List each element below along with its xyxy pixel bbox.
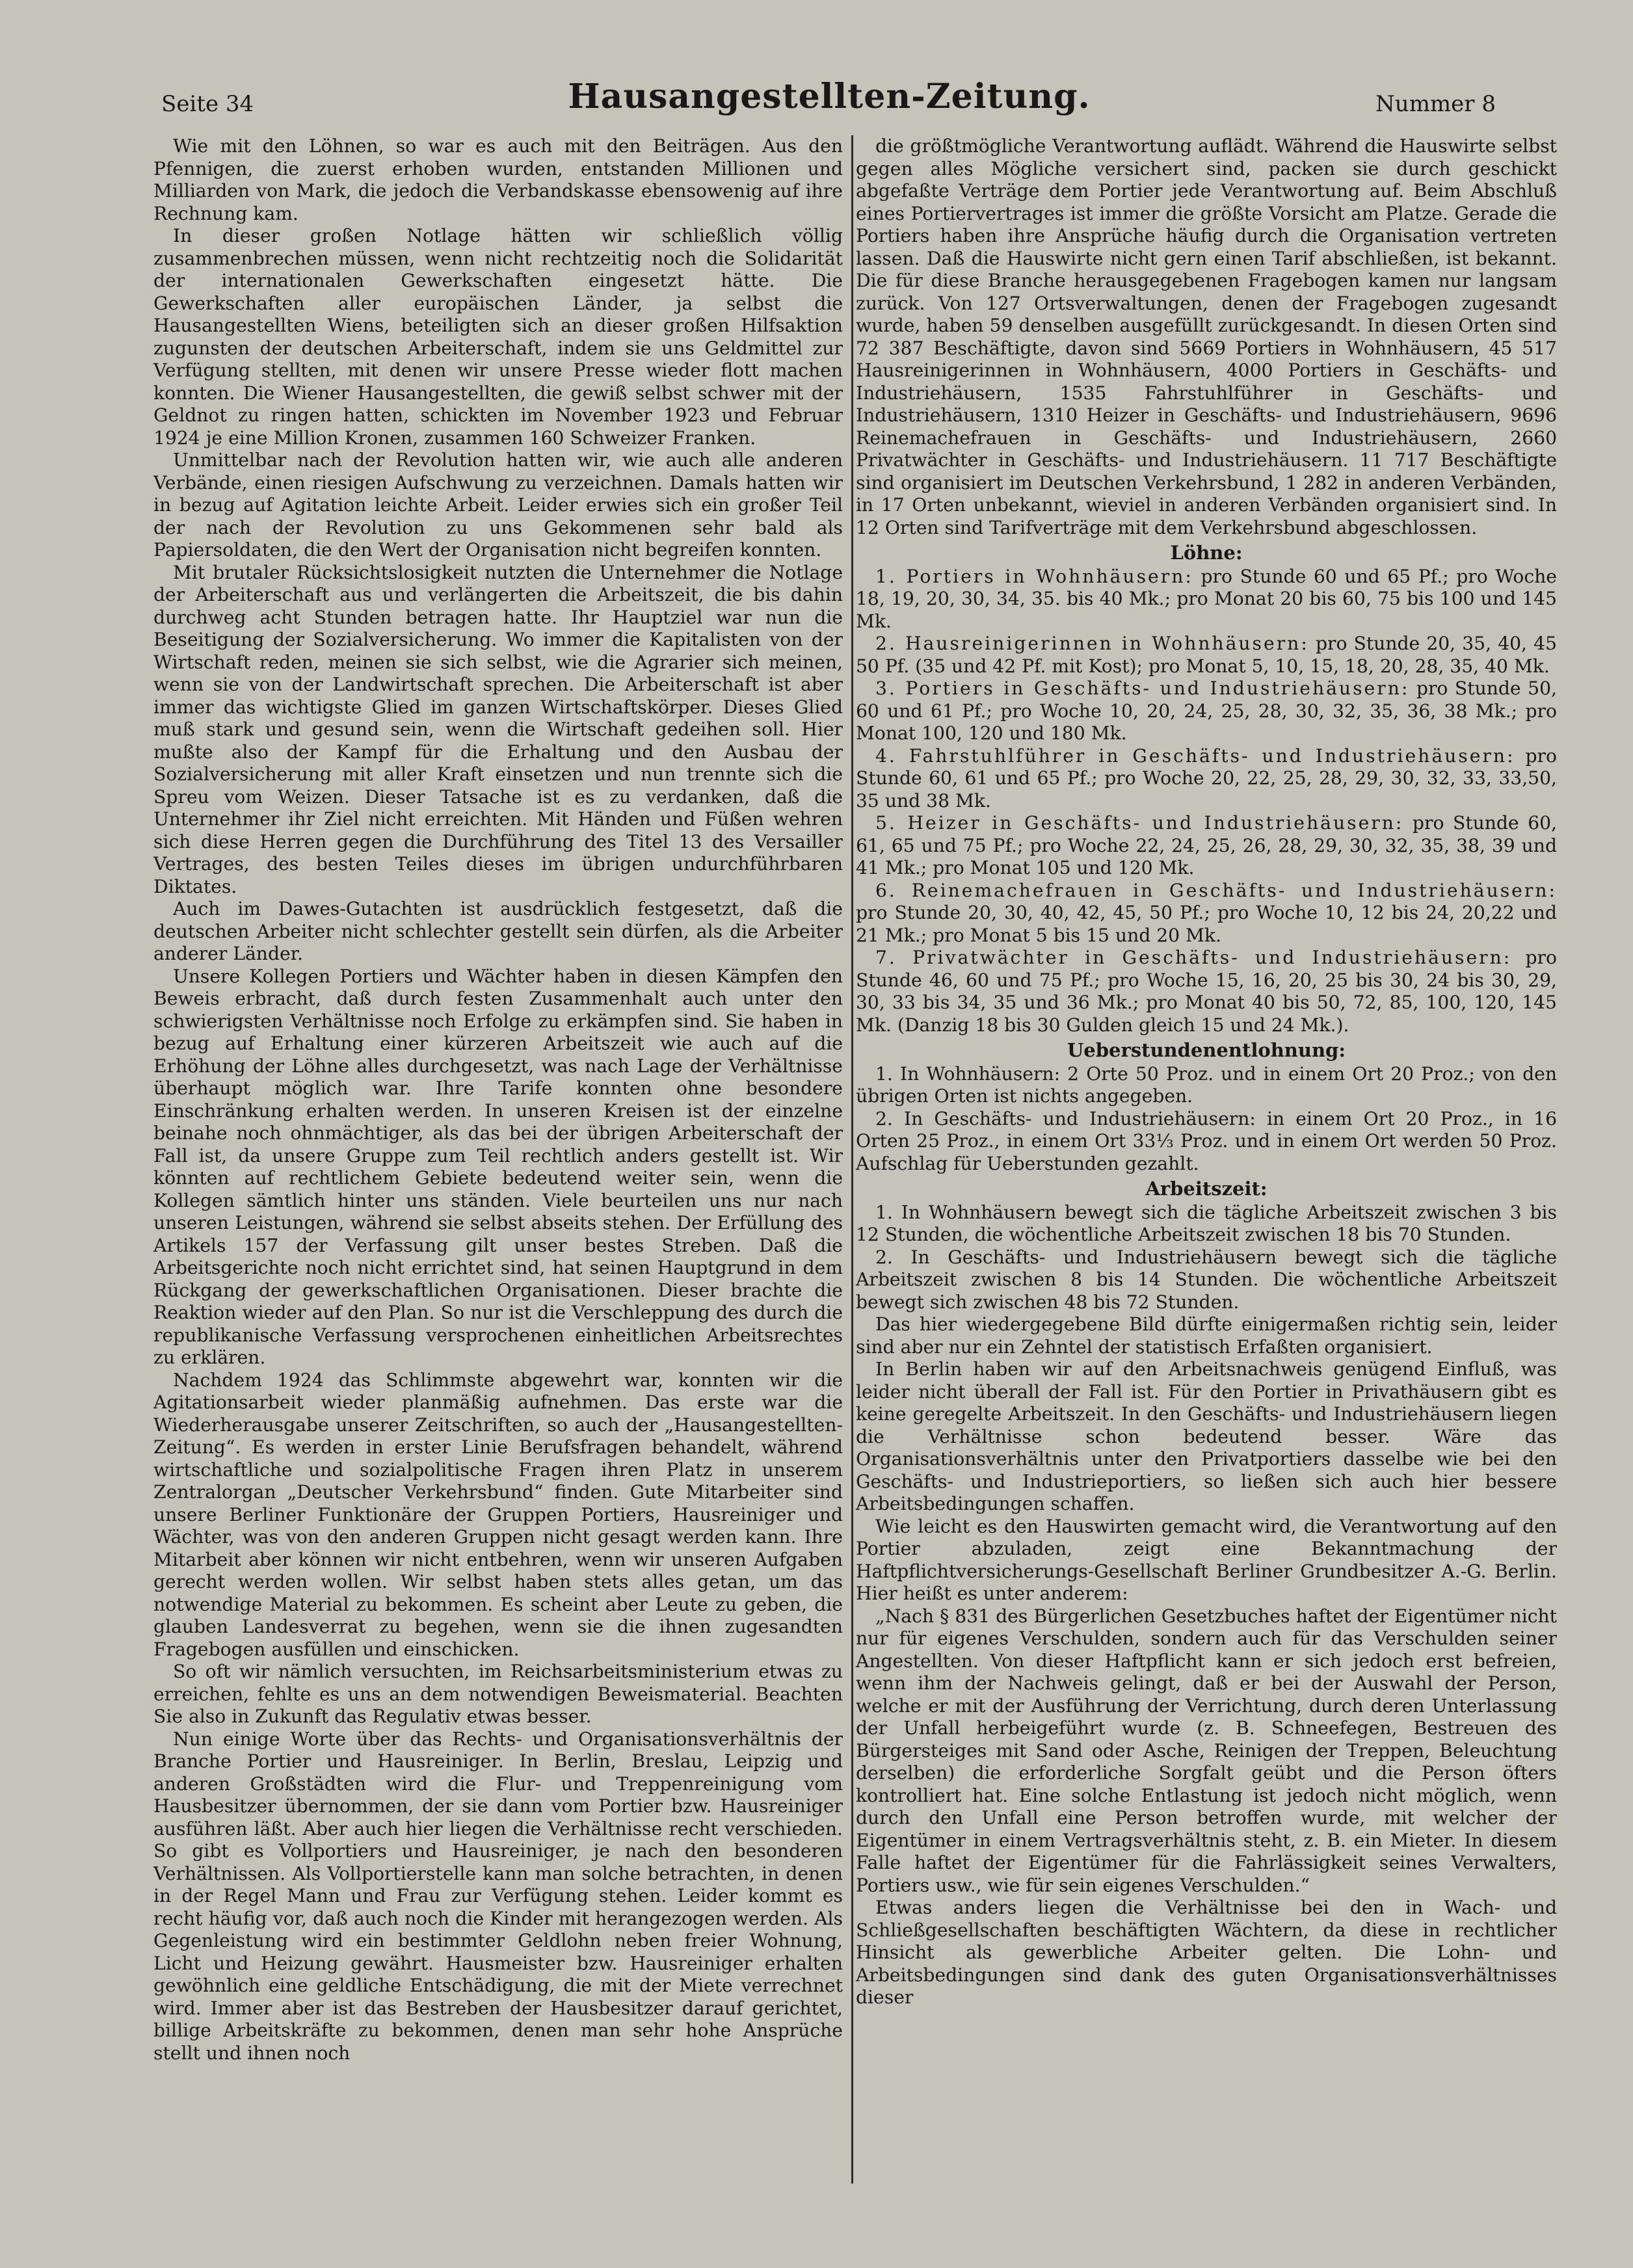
wage-item-body: pro Stunde 20, 35, 40, 45 50 Pf. (35 und 42 Pf. mit Kost); pro Monat 5, 10, 15, 18, 20, 28, 35, 40 Mk.	[856, 633, 1557, 677]
column-divider	[851, 135, 853, 2183]
wage-item	[856, 947, 1557, 1036]
wage-item-head: 2. Hausreinigerinnen in Wohnhäusern:	[875, 633, 1309, 654]
left-column	[153, 135, 843, 2064]
paragraph: In Berlin haben wir auf den Arbeitsnachweis genügend Einfluß, was leider nicht überall der Fall ist. Für den Portier in Privathäusern gibt es keine geregelte Arbeitszeit. In den Geschäfts- und Industriehäusern liegen die Verhältnisse schon bedeutend besser. Wäre das Organisationsverhältnis unter den Privatportiers dasselbe wie bei den Geschäfts- und Industrieportiers, so ließen sich auch hier bessere Arbeitsbedingungen schaffen.	[856, 1358, 1557, 1514]
right-column	[856, 135, 1557, 2009]
wage-item-body: pro Stunde 60, 61, 65 und 75 Pf.; pro Woche 22, 24, 25, 26, 28, 29, 30, 32, 35, 38, 39 und 41 Mk.; pro Monat 105 und 120 Mk.	[856, 812, 1557, 878]
wage-item	[856, 566, 1557, 633]
paragraph: Das hier wiedergegebene Bild dürfte einigermaßen richtig sein, leider sind aber nur ein Zehntel der statistisch Erfaßten organisiert.	[856, 1313, 1557, 1358]
paragraph: Wie mit den Löhnen, so war es auch mit den Beiträgen. Aus den Pfennigen, die zuerst erhoben wurden, entstanden Millionen und Milliarden von Mark, die jedoch die Verbandskasse ebensowenig auf ihre Rechnung kam.	[153, 135, 843, 224]
paragraph: Unmittelbar nach der Revolution hatten wir, wie auch alle anderen Verbände, einen riesigen Aufschwung zu verzeichnen. Damals hatten wir in bezug auf Agitation leichte Arbeit. Leider erwies sich ein großer Teil der nach der Revolution zu uns Gekommenen sehr bald als Papiersoldaten, die den Wert der Organisation nicht begreifen konnten.	[153, 449, 843, 560]
paragraph: Nachdem 1924 das Schlimmste abgewehrt war, konnten wir die Agitationsarbeit wieder planmäßig aufnehmen. Das erste war die Wiederherausgabe unserer Zeitschriften, so auch der „Hausangestellten-Zeitung“. Es werden in erster Linie Berufsfragen behandelt, während wirtschaftliche und sozialpolitische Fragen ihren Platz in unserem Zentralorgan „Deutscher Verkehrsbund“ finden. Gute Mitarbeiter sind unsere Berliner Funktionäre der Gruppen Portiers, Hausreiniger und Wächter, was von den anderen Gruppen nicht gesagt werden kann. Ihre Mitarbeit aber können wir nicht entbehren, wenn wir unseren Aufgaben gerecht werden wollen. Wir selbst haben stets alles getan, um das notwendige Material zu bekommen. Es scheint aber Leute zu geben, die glauben Landesverrat zu begehen, wenn sie die ihnen zugesandten Fragebogen ausfüllen und einschicken.	[153, 1369, 843, 1660]
wage-item-body: pro Stunde 50, 60 und 61 Pf.; pro Woche 10, 20, 24, 25, 28, 30, 32, 35, 36, 38 Mk.; pro Monat 100, 120 und 180 Mk.	[856, 678, 1557, 744]
wage-item-head: 1. Portiers in Wohnhäusern:	[875, 565, 1193, 587]
paragraph: Unsere Kollegen Portiers und Wächter haben in diesen Kämpfen den Beweis erbracht, daß durch festen Zusammenhalt auch unter den schwierigsten Verhältnisse noch Erfolge zu erkämpfen sind. Sie haben in bezug auf Erhaltung einer kürzeren Arbeitszeit wie auch auf die Erhöhung der Löhne alles durchgesetzt, was nach Lage der Verhältnisse überhaupt möglich war. Ihre Tarife konnten ohne besondere Einschränkung erhalten werden. In unseren Kreisen ist der einzelne beinahe noch ohnmächtiger, als das bei der übrigen Arbeiterschaft der Fall ist, da unsere Gruppe zum Teil rechtlich anders gestellt ist. Wir könnten auf rechtlichem Gebiete bedeutend weiter sein, wenn die Kollegen sämtlich hinter uns ständen. Viele beurteilen uns nur nach unseren Leistungen, während sie selbst abseits stehen. Der Erfüllung des Artikels 157 der Verfassung gilt unser bestes Streben. Daß die Arbeitsgerichte noch nicht errichtet sind, hat seinen Hauptgrund in dem Rückgang der gewerkschaftlichen Organisationen. Dieser brachte die Reaktion wieder auf den Plan. So nur ist die Verschleppung des durch die republikanische Verfassung versprochenen einheitlichen Arbeitsrechtes zu erklären.	[153, 965, 843, 1368]
paragraph: Auch im Dawes-Gutachten ist ausdrücklich festgesetzt, daß die deutschen Arbeiter nicht schlechter gestellt sein dürfen, als die Arbeiter anderer Länder.	[153, 898, 843, 964]
section-heading-loehne: Löhne:	[1170, 542, 1243, 564]
page-header	[150, 77, 1509, 129]
legal-quote: „Nach § 831 des Bürgerlichen Gesetzbuches haftet der Eigentümer nicht nur für eigenes Verschulden, sondern auch für das Verschulden seiner Angestellten. Von dieser Haftpflicht kann er sich jedoch erst befreien, wenn ihm der Nachweis gelingt, daß er bei der Auswahl der Person, welche er mit der Ausführung der Verrichtung, durch deren Unterlassung der Unfall herbeigeführt wurde (z. B. Schneefegen, Bestreuen des Bürgersteiges mit Sand oder Asche, Reinigen der Treppen, Beleuchtung derselben) die erforderliche Sorgfalt geübt und die Person öfters kontrolliert hat. Eine solche Entlastung ist jedoch nicht möglich, wenn durch den Unfall eine Person betroffen wurde, mit welcher der Eigentümer in einem Vertragsverhältnis steht, z. B. ein Mieter. In diesem Falle haftet der Eigentümer für die Fahrlässigkeit seines Verwalters, Portiers usw., wie für sein eigenes Verschulden.“	[856, 1605, 1557, 1896]
wage-item	[856, 880, 1557, 947]
wage-item	[856, 633, 1557, 678]
paragraph: Etwas anders liegen die Verhältnisse bei den in Wach- und Schließgesellschaften beschäftigten Wächtern, da diese in rechtlicher Hinsicht als gewerbliche Arbeiter gelten. Die Lohn- und Arbeitsbedingungen sind dank des guten Organisationsverhältnisses dieser	[856, 1897, 1557, 2008]
wage-item-head: 4. Fahrstuhlführer in Geschäfts- und Industriehäusern:	[875, 745, 1515, 767]
paragraph: So oft wir nämlich versuchten, im Reichsarbeitsministerium etwas zu erreichen, fehlte es uns an dem notwendigen Beweismaterial. Beachten Sie also in Zukunft das Regulativ etwas besser.	[153, 1661, 843, 1727]
hours-item: 2. In Geschäfts- und Industriehäusern bewegt sich die tägliche Arbeitszeit zwischen 8 bis 14 Stunden. Die wöchentliche Arbeitszeit bewegt sich zwischen 48 bis 72 Stunden.	[856, 1246, 1557, 1313]
hours-item: 1. In Wohnhäusern bewegt sich die tägliche Arbeitszeit zwischen 3 bis 12 Stunden, die wöchentliche Arbeitszeit zwischen 18 bis 70 Stunden.	[856, 1201, 1557, 1245]
section-heading-ueberstunden: Ueberstundenentlohnung:	[1067, 1039, 1346, 1061]
wage-item	[856, 678, 1557, 745]
wage-item-head: 6. Reinemachefrauen in Geschäfts- und Industriehäusern:	[875, 879, 1557, 901]
overtime-item: 1. In Wohnhäusern: 2 Orte 50 Proz. und in einem Ort 20 Proz.; von den übrigen Orten ist nichts angegeben.	[856, 1062, 1557, 1107]
wage-item-head: 7. Privatwächter in Geschäfts- und Industriehäusern:	[875, 947, 1512, 968]
wage-item-head: 3. Portiers in Geschäfts- und Industriehäusern:	[875, 678, 1410, 699]
paragraph: Wie leicht es den Hauswirten gemacht wird, die Verantwortung auf den Portier abzuladen, zeigt eine Bekanntmachung der Haftpflichtversicherungs-Gesellschaft Berliner Grundbesitzer A.-G. Berlin. Hier heißt es unter anderem:	[856, 1515, 1557, 1604]
wage-item-body: pro Stunde 60, 61 und 65 Pf.; pro Woche 20, 22, 25, 28, 29, 30, 32, 33, 33,50, 35 und 38 Mk.	[856, 745, 1557, 811]
paragraph: Nun einige Worte über das Rechts- und Organisationsverhältnis der Branche Portier und Hausreiniger. In Berlin, Breslau, Leipzig und anderen Großstädten wird die Flur- und Treppenreinigung vom Hausbesitzer übernommen, der sie dann vom Portier bzw. Hausreiniger ausführen läßt. Aber auch hier liegen die Verhältnisse recht verschieden. So gibt es Vollportiers und Hausreiniger, je nach den besonderen Verhältnissen. Als Vollportierstelle kann man solche betrachten, in denen in der Regel Mann und Frau zur Verfügung stehen. Leider kommt es recht häufig vor, daß auch noch die Kinder mit herangezogen werden. Als Gegenleistung wird ein bestimmter Geldlohn neben freier Wohnung, Licht und Heizung gewährt. Hausmeister bzw. Hausreiniger erhalten gewöhnlich eine geldliche Entschädigung, die mit der Miete verrechnet wird. Immer aber ist das Bestreben der Hausbesitzer darauf gerichtet, billige Arbeitskräfte zu bekommen, denen man sehr hohe Ansprüche stellt und ihnen noch	[153, 1728, 843, 2064]
wage-item-head: 5. Heizer in Geschäfts- und Industriehäusern:	[875, 812, 1404, 834]
paragraph: In dieser großen Notlage hätten wir schließlich völlig zusammenbrechen müssen, wenn nicht rechtzeitig noch die Solidarität der internationalen Gewerkschaften eingesetzt hätte. Die Gewerkschaften aller europäischen Länder, ja selbst die Hausangestellten Wiens, beteiligten sich an dieser großen Hilfsaktion zugunsten der deutschen Arbeiterschaft, indem sie uns Geldmittel zur Verfügung stellten, mit denen wir unsere Presse wieder flott machen konnten. Die Wiener Hausangestellten, die gewiß selbst schwer mit der Geldnot zu ringen hatten, schickten im November 1923 und Februar 1924 je eine Million Kronen, zusammen 160 Schweizer Franken.	[153, 225, 843, 449]
wage-item	[856, 745, 1557, 813]
wage-item-body: pro Stunde 20, 30, 40, 42, 45, 50 Pf.; pro Woche 10, 12 bis 24, 20,22 und 21 Mk.; pro Monat 5 bis 15 und 20 Mk.	[856, 902, 1557, 946]
paragraph: Mit brutaler Rücksichtslosigkeit nutzten die Unternehmer die Notlage der Arbeiterschaft aus und verlängerten die Arbeitszeit, die bis dahin durchweg acht Stunden betragen hatte. Ihr Hauptziel war nun die Beseitigung der Sozialversicherung. Wo immer die Kapitalisten von der Wirtschaft reden, meinen sie sich selbst, wie die Agrarier sich meinen, wenn sie von der Landwirtschaft sprechen. Die Arbeiterschaft ist aber immer das wichtigste Glied im ganzen Wirtschaftskörper. Dieses Glied muß stark und gesund sein, wenn die Wirtschaft gedeihen soll. Hier mußte also der Kampf für die Erhaltung und den Ausbau der Sozialversicherung mit aller Kraft einsetzen und nun trennte sich die Spreu vom Weizen. Dieser Tatsache ist es zu verdanken, daß die Unternehmer ihr Ziel nicht erreichten. Mit Händen und Füßen wehren sich diese Herren gegen die Durchführung des Titel 13 des Versailler Vertrages, des besten Teiles dieses im übrigen undurchführbaren Diktates.	[153, 561, 843, 897]
section-heading-arbeitszeit: Arbeitszeit:	[1145, 1178, 1268, 1200]
page-number: Seite 34	[161, 91, 254, 117]
newspaper-title: Hausangestellten-Zeitung.	[568, 77, 1091, 116]
wage-item-body: pro Stunde 60 und 65 Pf.; pro Woche 18, 19, 20, 30, 34, 35. bis 40 Mk.; pro Monat 20 bis 60, 75 bis 100 und 145 Mk.	[856, 565, 1557, 632]
paragraph: die größtmögliche Verantwortung auflädt. Während die Hauswirte selbst gegen alles Mögliche versichert sind, packen sie durch geschickt abgefaßte Verträge dem Portier jede Verantwortung auf. Beim Abschluß eines Portiervertrages ist immer die größte Vorsicht am Platze. Gerade die Portiers haben ihre Ansprüche häufig durch die Organisation vertreten lassen. Daß die Hauswirte nicht gern einen Tarif abschließen, ist bekannt. Die für diese Branche herausgegebenen Fragebogen kamen nur langsam zurück. Von 127 Ortsverwaltungen, denen der Fragebogen zugesandt wurde, haben 59 denselben ausgefüllt zurückgesandt. In diesen Orten sind 72 387 Beschäftigte, davon sind 5669 Portiers in Wohnhäusern, 45 517 Hausreinigerinnen in Wohnhäusern, 4000 Portiers in Geschäfts- und Industriehäusern, 1535 Fahrstuhlführer in Geschäfts- und Industriehäusern, 1310 Heizer in Geschäfts- und Industriehäusern, 9696 Reinemachefrauen in Geschäfts- und Industriehäusern, 2660 Privatwächter in Geschäfts- und Industriehäusern. 11 717 Beschäftigte sind organisiert im Deutschen Verkehrsbund, 1 282 in anderen Verbänden, in 17 Orten unbekannt, wieviel in anderen Verbänden organisiert sind. In 12 Orten sind Tarifverträge mit dem Verkehrsbund abgeschlossen.	[856, 135, 1557, 538]
overtime-item: 2. In Geschäfts- und Industriehäusern: in einem Ort 20 Proz., in 16 Orten 25 Proz., in einem Ort 33⅓ Proz. und in einem Ort werden 50 Proz. Aufschlag für Ueberstunden gezahlt.	[856, 1107, 1557, 1174]
issue-number: Nummer 8	[1375, 91, 1496, 117]
wage-item-body: pro Stunde 46, 60 und 75 Pf.; pro Woche 15, 16, 20, 25 bis 30, 24 bis 30, 29, 30, 33 bis 34, 35 und 36 Mk.; pro Monat 40 bis 50, 72, 85, 100, 120, 145 Mk. (Danzig 18 bis 30 Gulden gleich 15 und 24 Mk.).	[856, 947, 1557, 1036]
wage-item	[856, 812, 1557, 880]
